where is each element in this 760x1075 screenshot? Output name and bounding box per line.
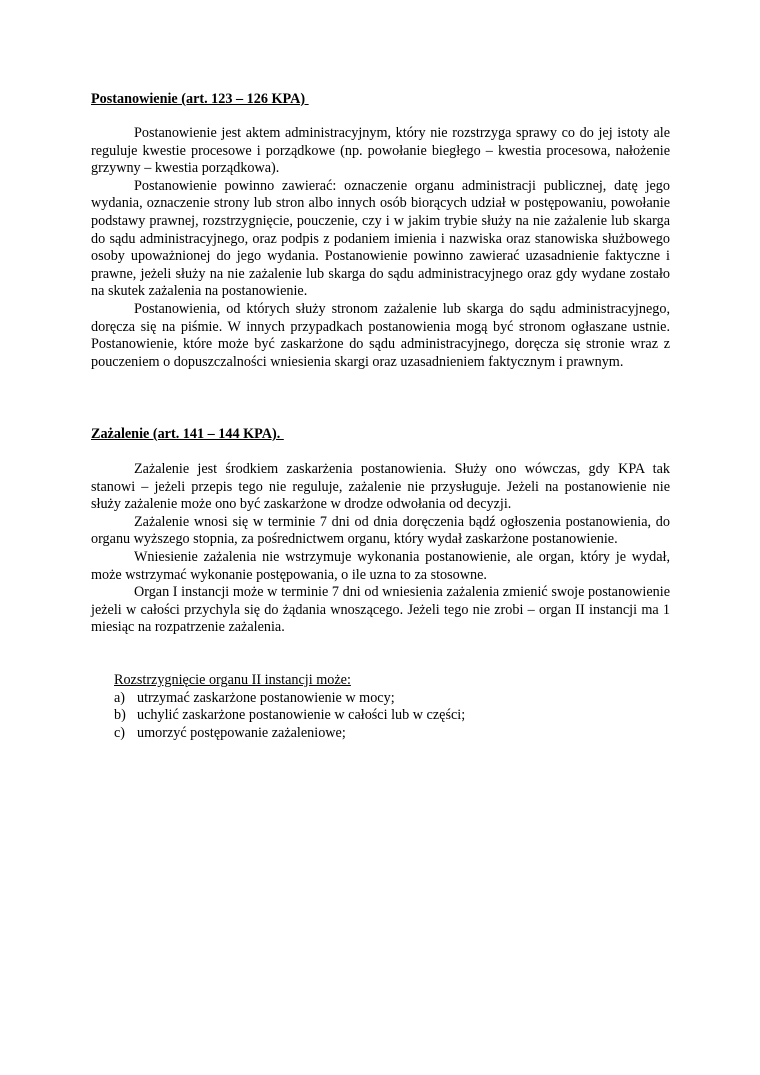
paragraph: Wniesienie zażalenia nie wstrzymuje wykonania postanowienie, ale organ, który je wydał, może wstrzymać wykonanie postępowania, o ile uzna to za stosowne. [91,548,670,583]
list-item-text: umorzyć postępowanie zażaleniowe; [137,724,346,741]
paragraph: Zażalenie wnosi się w terminie 7 dni od dnia doręczenia bądź ogłoszenia postanowienia, do organu wyższego stopnia, za pośrednictwem organu, który wydał zaskarżone postanowienie. [91,513,670,548]
list-marker: c) [114,724,126,741]
list-item [114,690,670,708]
section-zazalenie [91,461,670,637]
paragraph: Postanowienie powinno zawierać: oznaczenie organu administracji publicznej, datę jego wydania, oznaczenie strony lub stron albo innych osób biorących udział w postępowaniu, powołanie podstawy prawnej, rozstrzygnięcie, pouczenie, czy i w jakim trybie służy na nie zażalenie lub skarga do sądu administracyjnego, oraz podpis z podaniem imienia i nazwiska oraz stanowiska służbowego osoby upoważnionej do jego wydania. Postanowienie powinno zawierać uzasadnienie faktyczne i prawne, jeżeli służy na nie zażalenie lub skarga do sądu administracyjnego oraz gdy wydane zostało na skutek zażalenia na postanowienie. [91,177,670,300]
paragraph: Postanowienia, od których służy stronom zażalenie lub skarga do sądu administracyjnego, doręcza się na piśmie. W innych przypadkach postanowienia mogą być stronom ogłaszane ustnie. Postanowienie, które może być zaskarżone do sądu administracyjnego, doręcza się stronie wraz z pouczeniem o dopuszczalności wniesienia skargi oraz uzasadnieniem faktycznym i prawnym. [91,300,670,370]
paragraph: Postanowienie jest aktem administracyjnym, który nie rozstrzyga sprawy co do jej istoty ale reguluje kwestie procesowe i porządkowe (np. powołanie biegłego – kwestia procesowa, nałożenie grzywny – kwestia porządkowa). [91,125,670,177]
decision-options-list [114,690,670,743]
list-title: Rozstrzygnięcie organu II instancji może: [114,672,351,688]
paragraph: Zażalenie jest środkiem zaskarżenia postanowienia. Służy ono wówczas, gdy KPA tak stanowi – jeżeli przepis tego nie reguluje, zażalenie nie przysługuje. Jeżeli na postanowienie nie służy zażalenie może ono być zaskarżone w drodze odwołania od decyzji. [91,461,670,513]
list-marker: a) [114,689,126,706]
list-item-text: utrzymać zaskarżone postanowienie w mocy; [137,689,395,706]
section-heading-postanowienie: Postanowienie (art. 123 – 126 KPA) [91,91,309,107]
list-marker: b) [114,707,126,724]
paragraph: Organ I instancji może w terminie 7 dni od wniesienia zażalenia zmienić swoje postanowienie jeżeli w całości przychyla się do żądania wnoszącego. Jeżeli tego nie zrobi – organ II instancji ma 1 miesiąc na rozpatrzenie zażalenia. [91,584,670,636]
list-item-text: uchylić zaskarżone postanowienie w całości lub w części; [137,707,466,724]
list-item [114,725,670,743]
list-item [114,707,670,725]
decision-options-block [114,672,670,742]
section-postanowienie [91,125,670,371]
section-heading-zazalenie: Zażalenie (art. 141 – 144 KPA). [91,426,284,442]
